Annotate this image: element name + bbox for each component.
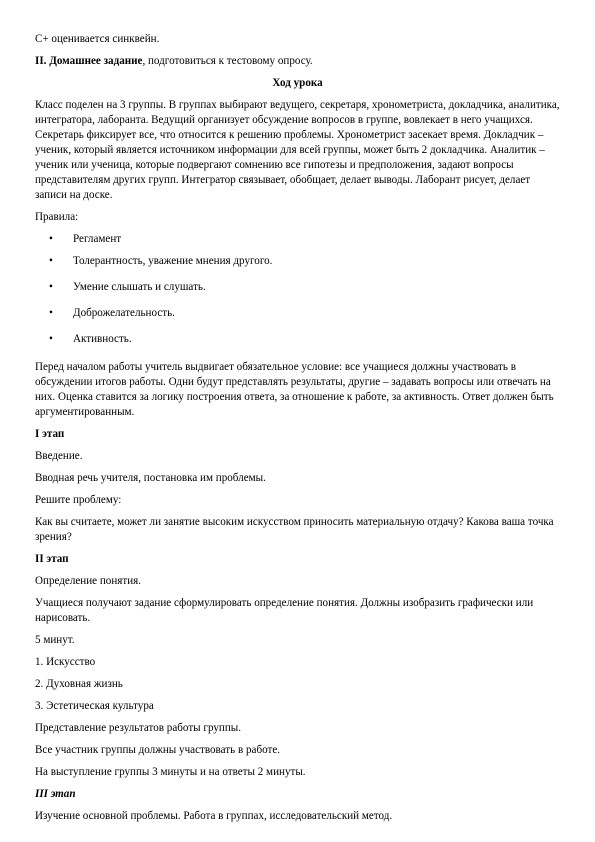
concept-item: 3. Эстетическая культура: [35, 700, 154, 712]
rule-text: Регламент: [73, 233, 122, 245]
all-members-line: Все участник группы должны участвовать в работе.: [35, 744, 281, 756]
before-work-paragraph: Перед началом работы учитель выдвигает обязательное условие: все учащиеся должны участвовать в обсуждении итогов работы. Одни будут представлять результаты, другие – задавать вопросы или отвечать на них. Оценка ставится за логику построения ответа, за отношение к работе, за активность. Ответ должен быть аргументированным.: [35, 361, 554, 418]
timing-line: На выступление группы 3 минуты и на ответы 2 минуты.: [35, 766, 306, 778]
list-item: [35, 306, 560, 321]
bullet-icon: •: [49, 255, 53, 267]
lesson-heading: Ход урока: [272, 77, 323, 89]
document-page: [35, 32, 560, 831]
study-line: Изучение основной проблемы. Работа в группах, исследовательский метод.: [35, 810, 393, 822]
sinkwein-line: С+ оценивается синквейн.: [35, 33, 160, 45]
rule-text: Активность.: [73, 333, 132, 345]
present-line: Представление результатов работы группы.: [35, 722, 241, 734]
minutes-line: 5 минут.: [35, 634, 75, 646]
homework-label: Домашнее задание: [49, 55, 143, 67]
rule-text: Умение слышать и слушать.: [73, 281, 206, 293]
concept-item: 1. Искусство: [35, 656, 96, 668]
list-item: [35, 254, 560, 269]
stage-2-heading: II этап: [35, 553, 69, 565]
bullet-icon: •: [49, 281, 53, 293]
list-item: [35, 232, 560, 247]
definition-task: Учащиеся получают задание сформулировать определение понятия. Должны изобразить графически или нарисовать.: [35, 597, 534, 624]
bullet-icon: •: [49, 307, 53, 319]
bullet-icon: •: [49, 333, 53, 345]
definition-title: Определение понятия.: [35, 575, 142, 587]
list-item: [35, 332, 560, 347]
homework-number: II.: [35, 55, 47, 67]
homework-text: , подготовиться к тестовому опросу.: [142, 55, 313, 67]
introduction-speech: Вводная речь учителя, постановка им проблемы.: [35, 472, 266, 484]
intro-paragraph: Класс поделен на 3 группы. В группах выбирают ведущего, секретаря, хронометриста, докладчика, аналитика, интегратора, лаборанта. Ведущий организует обсуждение вопросов в группе, вовлекает в него учащихся. Секретарь фиксирует все, что относится к решению проблемы. Хронометрист засекает время. Докладчик – ученик, который является источником информации для всей группы, может быть 2 докладчика. Аналитик – ученик или ученица, которые подвергают сомнению все гипотезы и предположения, задают вопросы представителям других групп. Интегратор связывает, обобщает, делает выводы. Лаборант рисует, делает записи на доске.: [35, 99, 560, 201]
rule-text: Доброжелательность.: [73, 307, 175, 319]
list-item: [35, 280, 560, 295]
rule-text: Толерантность, уважение мнения другого.: [73, 255, 273, 267]
solve-label: Решите проблему:: [35, 494, 122, 506]
introduction-title: Введение.: [35, 450, 83, 462]
rules-list: [35, 232, 560, 347]
stage-3-heading: III этап: [35, 788, 76, 800]
stage-1-heading: I этап: [35, 428, 65, 440]
rules-label: Правила:: [35, 211, 79, 223]
concept-item: 2. Духовная жизнь: [35, 678, 123, 690]
bullet-icon: •: [49, 233, 53, 245]
homework-line: [35, 54, 560, 69]
question-paragraph: Как вы считаете, может ли занятие высоким искусством приносить материальную отдачу? Какова ваша точка зрения?: [35, 516, 554, 543]
